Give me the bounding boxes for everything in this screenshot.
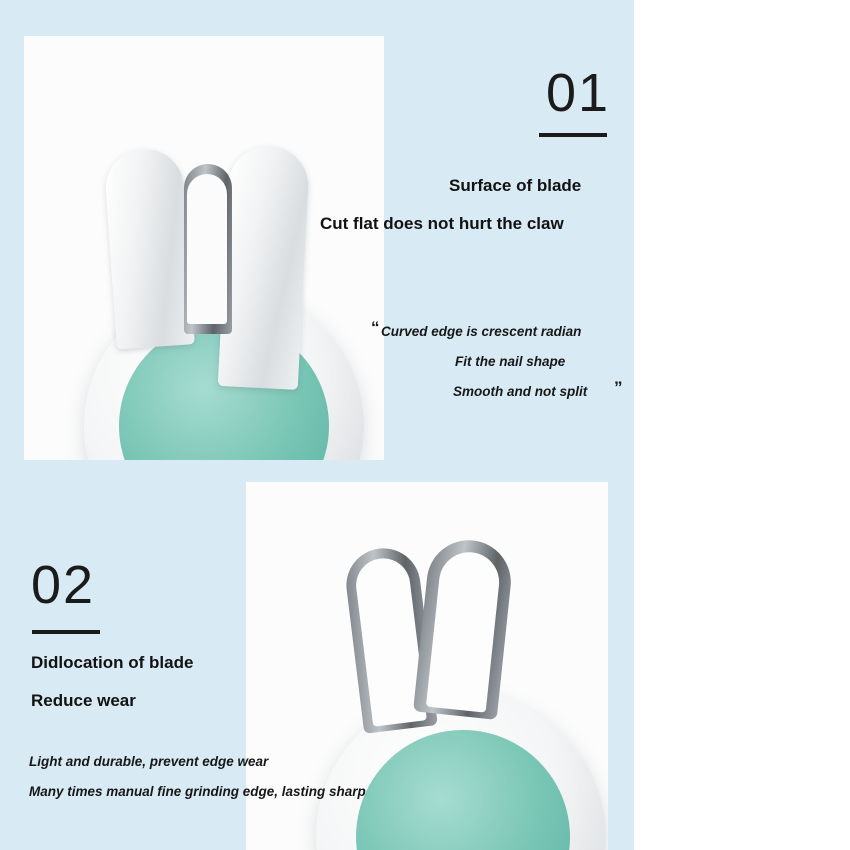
- section-02-sub-1: Light and durable, prevent edge wear: [29, 754, 269, 769]
- section-02-heading-2: Reduce wear: [31, 691, 136, 710]
- section-number-01: 01: [546, 63, 611, 123]
- section-01-quote-open: “: [371, 318, 380, 337]
- section-02-sub-2: Many times manual fine grinding edge, lasting sharp: [29, 784, 366, 799]
- section-01-sub-3: Smooth and not split: [453, 384, 588, 399]
- product-photo-1: [24, 36, 384, 460]
- clipper-blade-gap-1: [187, 174, 227, 324]
- background-panel-white: [634, 0, 850, 850]
- section-rule-01: [539, 133, 607, 137]
- section-01-sub-2: Fit the nail shape: [455, 354, 566, 369]
- section-01-sub-1: Curved edge is crescent radian: [381, 324, 582, 339]
- section-01-quote-close: ”: [614, 378, 623, 397]
- section-rule-02: [32, 630, 100, 634]
- section-01-heading-1: Surface of blade: [449, 176, 582, 195]
- section-number-02: 02: [31, 555, 96, 615]
- section-02-heading-1: Didlocation of blade: [31, 653, 194, 672]
- clipper-blade-left-1: [103, 147, 195, 350]
- section-01-heading-2: Cut flat does not hurt the claw: [320, 214, 564, 233]
